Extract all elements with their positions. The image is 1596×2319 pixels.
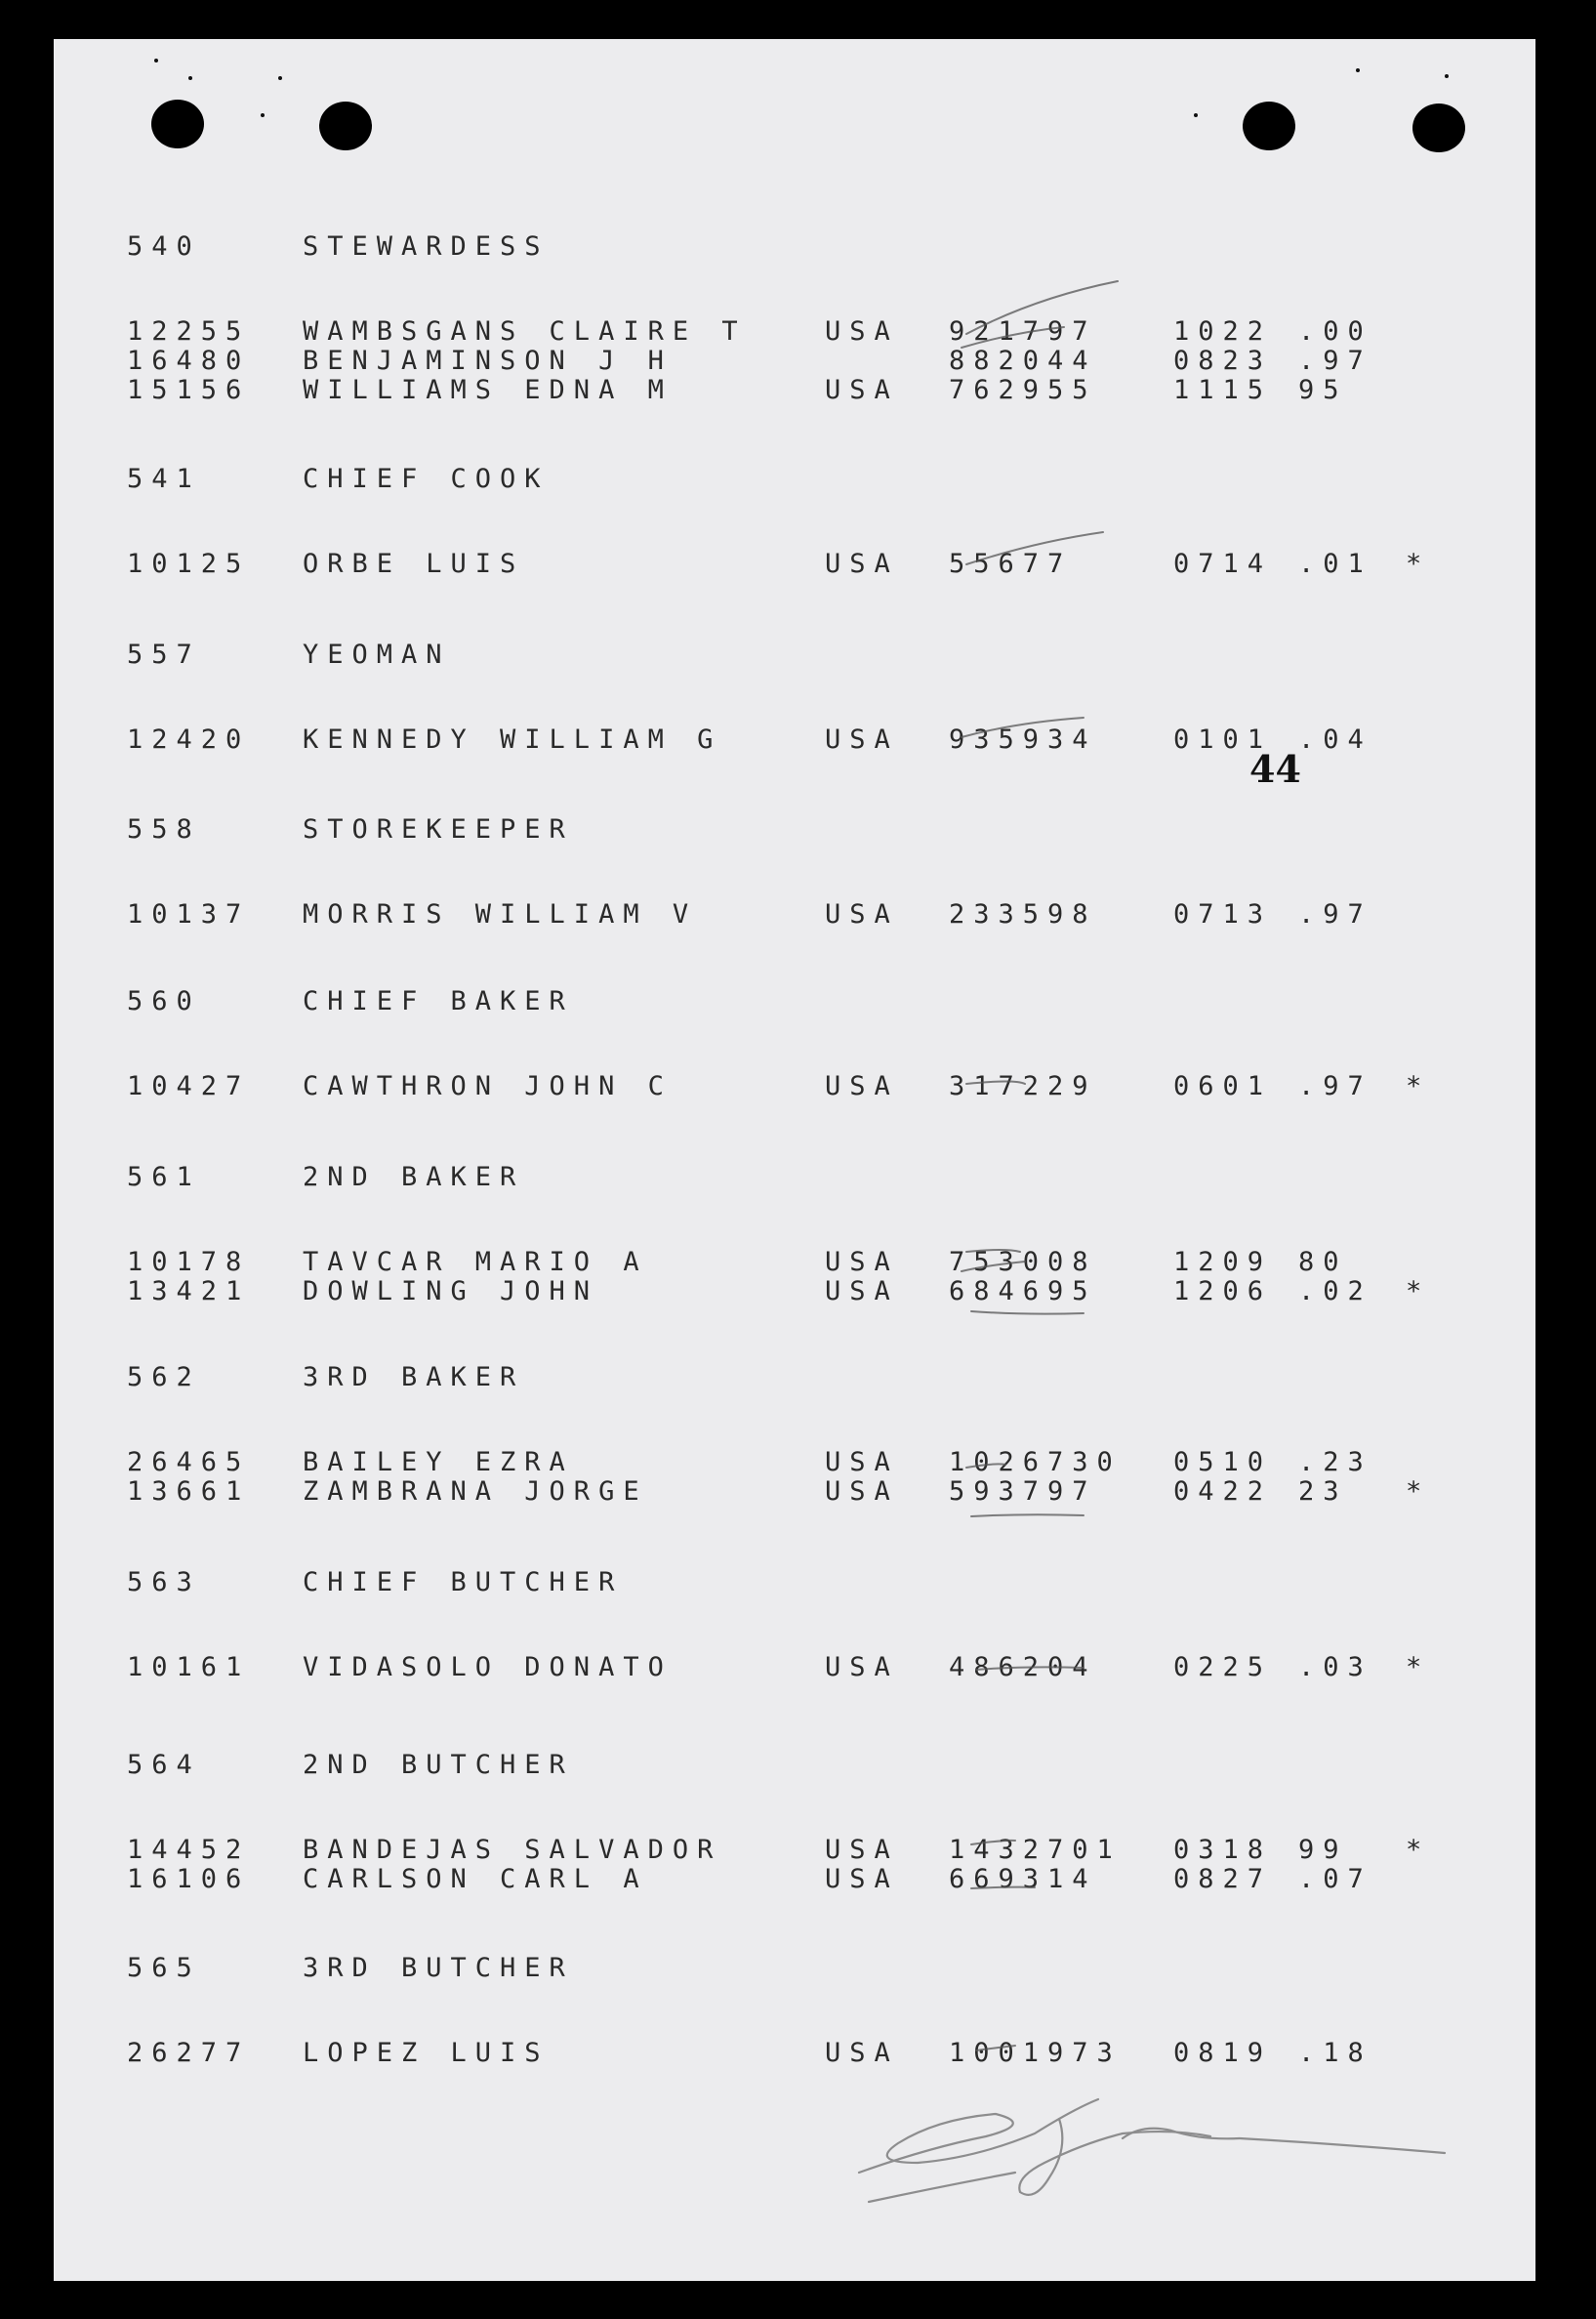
entry-date: 1206: [1173, 1276, 1273, 1306]
entry-nationality: USA: [825, 899, 899, 930]
entry-id: 13661: [127, 1476, 251, 1507]
entry-date: 0318: [1173, 1835, 1273, 1865]
entry-nationality: USA: [825, 2038, 899, 2068]
entry-nationality: USA: [825, 1652, 899, 1682]
page-number: 44: [1249, 747, 1301, 791]
rating-title: 3RD BAKER: [303, 1362, 525, 1392]
rating-title: YEOMAN: [303, 640, 451, 670]
entry-number: 921797: [949, 316, 1097, 347]
entry-nationality: USA: [825, 1276, 899, 1306]
entry-nationality: USA: [825, 1864, 899, 1894]
entry-code: .02: [1298, 1276, 1372, 1306]
rating-title: CHIEF BAKER: [303, 986, 574, 1016]
entry-number: 762955: [949, 375, 1097, 405]
entry-flag: *: [1406, 1835, 1431, 1865]
entry-nationality: USA: [825, 1247, 899, 1277]
entry-flag: *: [1406, 1071, 1431, 1101]
entry-date: 0601: [1173, 1071, 1273, 1101]
entry-code: .97: [1298, 899, 1372, 930]
entry-number: 317229: [949, 1071, 1097, 1101]
rating-title: CHIEF COOK: [303, 464, 550, 494]
entry-number: 753008: [949, 1247, 1097, 1277]
entry-id: 15156: [127, 375, 251, 405]
entry-id: 10427: [127, 1071, 251, 1101]
rating-title: STEWARDESS: [303, 231, 550, 262]
rating-code: 557: [127, 640, 201, 670]
entry-name: DOWLING JOHN: [303, 1276, 599, 1306]
entry-name: ZAMBRANA JORGE: [303, 1476, 648, 1507]
entry-flag: *: [1406, 549, 1431, 579]
entry-number: 935934: [949, 725, 1097, 755]
rating-title: STOREKEEPER: [303, 814, 574, 845]
entry-date: 0714: [1173, 549, 1273, 579]
entry-code: .97: [1298, 1071, 1372, 1101]
entry-nationality: USA: [825, 316, 899, 347]
entry-code: 80: [1298, 1247, 1348, 1277]
entry-flag: *: [1406, 1476, 1431, 1507]
entry-nationality: USA: [825, 1835, 899, 1865]
rating-code: 541: [127, 464, 201, 494]
entry-id: 10161: [127, 1652, 251, 1682]
entry-number: 669314: [949, 1864, 1097, 1894]
entry-id: 12420: [127, 725, 251, 755]
rating-code: 540: [127, 231, 201, 262]
entry-name: VIDASOLO DONATO: [303, 1652, 673, 1682]
signature: [859, 2099, 1445, 2202]
entry-date: 0422: [1173, 1476, 1273, 1507]
entry-id: 13421: [127, 1276, 251, 1306]
entry-nationality: USA: [825, 375, 899, 405]
entry-nationality: USA: [825, 1071, 899, 1101]
entry-code: .07: [1298, 1864, 1372, 1894]
entry-name: ORBE LUIS: [303, 549, 525, 579]
rating-code: 558: [127, 814, 201, 845]
rating-code: 561: [127, 1162, 201, 1192]
entry-name: BANDEJAS SALVADOR: [303, 1835, 722, 1865]
entry-date: 0827: [1173, 1864, 1273, 1894]
entry-number: 882044: [949, 346, 1097, 376]
rating-code: 562: [127, 1362, 201, 1392]
entry-nationality: USA: [825, 1476, 899, 1507]
entry-id: 10125: [127, 549, 251, 579]
entry-date: 0225: [1173, 1652, 1273, 1682]
entry-name: TAVCAR MARIO A: [303, 1247, 648, 1277]
entry-number: 233598: [949, 899, 1097, 930]
entry-flag: *: [1406, 1652, 1431, 1682]
entry-code: .00: [1298, 316, 1372, 347]
entry-date: 0823: [1173, 346, 1273, 376]
entry-id: 26277: [127, 2038, 251, 2068]
entry-code: .18: [1298, 2038, 1372, 2068]
entry-number: 486204: [949, 1652, 1097, 1682]
entry-date: 0510: [1173, 1447, 1273, 1477]
entry-id: 10137: [127, 899, 251, 930]
entry-code: 23: [1298, 1476, 1348, 1507]
entry-id: 10178: [127, 1247, 251, 1277]
entry-date: 0713: [1173, 899, 1273, 930]
entry-number: 684695: [949, 1276, 1097, 1306]
entry-id: 16480: [127, 346, 251, 376]
entry-name: LOPEZ LUIS: [303, 2038, 550, 2068]
entry-nationality: USA: [825, 725, 899, 755]
entry-name: BAILEY EZRA: [303, 1447, 574, 1477]
entry-date: 0819: [1173, 2038, 1273, 2068]
entry-code: .03: [1298, 1652, 1372, 1682]
entry-date: 1115: [1173, 375, 1273, 405]
rating-title: 3RD BUTCHER: [303, 1953, 574, 1983]
rating-code: 560: [127, 986, 201, 1016]
entry-id: 14452: [127, 1835, 251, 1865]
entry-id: 26465: [127, 1447, 251, 1477]
entry-number: 1026730: [949, 1447, 1122, 1477]
entry-number: 1001973: [949, 2038, 1122, 2068]
entry-code: 95: [1298, 375, 1348, 405]
entry-name: WILLIAMS EDNA M: [303, 375, 673, 405]
rating-code: 565: [127, 1953, 201, 1983]
entry-nationality: USA: [825, 549, 899, 579]
entry-id: 12255: [127, 316, 251, 347]
entry-flag: *: [1406, 1276, 1431, 1306]
entry-name: WAMBSGANS CLAIRE T: [303, 316, 747, 347]
rating-title: 2ND BUTCHER: [303, 1750, 574, 1780]
entry-name: CARLSON CARL A: [303, 1864, 648, 1894]
entry-date: 0101: [1173, 725, 1273, 755]
rating-title: CHIEF BUTCHER: [303, 1567, 624, 1597]
entry-name: KENNEDY WILLIAM G: [303, 725, 722, 755]
entry-number: 55677: [949, 549, 1073, 579]
entry-number: 593797: [949, 1476, 1097, 1507]
entry-name: CAWTHRON JOHN C: [303, 1071, 673, 1101]
entry-code: .04: [1298, 725, 1372, 755]
rating-code: 563: [127, 1567, 201, 1597]
entry-name: BENJAMINSON J H: [303, 346, 673, 376]
entry-number: 1432701: [949, 1835, 1122, 1865]
rating-code: 564: [127, 1750, 201, 1780]
entry-date: 1209: [1173, 1247, 1273, 1277]
entry-nationality: USA: [825, 1447, 899, 1477]
rating-title: 2ND BAKER: [303, 1162, 525, 1192]
entry-name: MORRIS WILLIAM V: [303, 899, 698, 930]
entry-code: .23: [1298, 1447, 1372, 1477]
entry-id: 16106: [127, 1864, 251, 1894]
entry-code: .97: [1298, 346, 1372, 376]
entry-code: 99: [1298, 1835, 1348, 1865]
entry-code: .01: [1298, 549, 1372, 579]
entry-date: 1022: [1173, 316, 1273, 347]
